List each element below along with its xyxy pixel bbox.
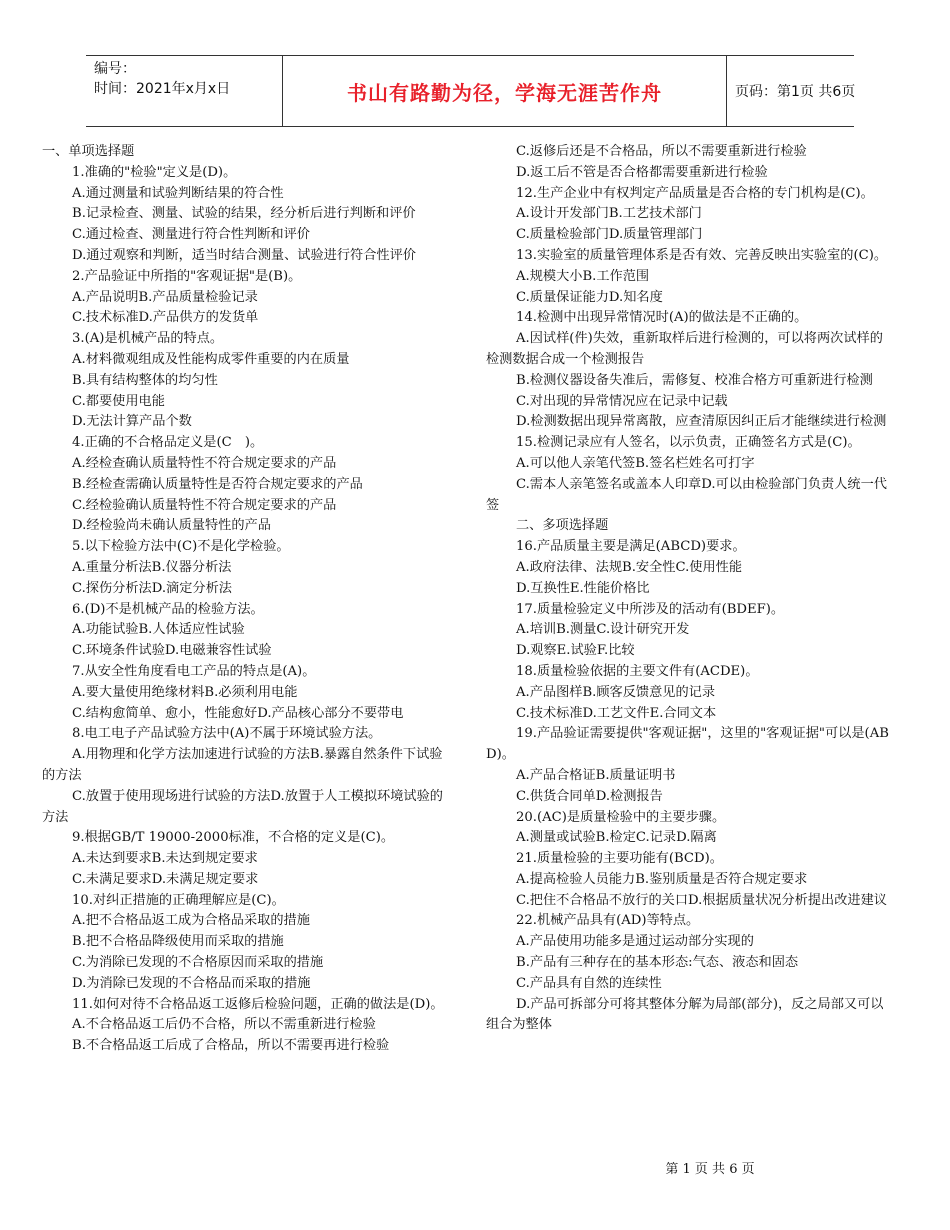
text-line: 16.产品质量主要是满足(ABCD)要求。 — [516, 539, 746, 555]
header-motto-cell — [282, 56, 727, 126]
header-meta — [86, 56, 282, 126]
text-line: A.可以他人亲笔代签B.签名栏姓名可打字 — [516, 455, 755, 471]
footer-page-number: 第 1 页 共 6 页 — [665, 1162, 755, 1177]
text-line: 11.如何对待不合格品返工返修后检验问题，正确的做法是(D)。 — [72, 996, 444, 1012]
text-line: B.具有结构整体的均匀性 — [72, 372, 218, 388]
header-page-cell — [727, 56, 854, 126]
text-line: D.通过观察和判断，适当时结合测量、试验进行符合性评价 — [72, 247, 416, 263]
text-line: 9.根据GB/T 19000-2000标准，不合格的定义是(C)。 — [72, 830, 395, 846]
text-line: 12.生产企业中有权判定产品质量是否合格的专门机构是(C)。 — [516, 185, 874, 201]
text-line: 18.质量检验依据的主要文件有(ACDE)。 — [516, 663, 759, 679]
text-line: A.产品使用功能多是通过运动部分实现的 — [516, 934, 754, 950]
header-motto: 书山有路勤为径，学海无涯苦作舟 — [347, 80, 662, 105]
text-line: C.通过检查、测量进行符合性判断和评价 — [72, 227, 310, 243]
text-line: C.经检验确认质量特性不符合规定要求的产品 — [72, 497, 337, 513]
text-line: D.为消除已发现的不合格品而采取的措施 — [72, 975, 311, 991]
text-line: B.检测仪器设备失准后，需修复、校准合格方可重新进行检测 — [516, 372, 873, 388]
text-line: A.功能试验B.人体适应性试验 — [72, 622, 245, 638]
text-line: 20.(AC)是质量检验中的主要步骤。 — [516, 809, 726, 825]
text-line: 一、单项选择题 — [42, 144, 135, 159]
text-line: C.供货合同单D.检测报告 — [516, 788, 663, 804]
document-time-label: 时间：2021年x月x日 — [94, 81, 231, 97]
text-line: C.质量检验部门D.质量管理部门 — [516, 227, 703, 243]
text-line: D.经检验尚未确认质量特性的产品 — [72, 518, 271, 534]
document-number-label: 编号： — [94, 61, 136, 77]
text-line: 4.正确的不合格品定义是(C )。 — [72, 435, 264, 451]
text-line: D.检测数据出现异常离散，应查清原因纠正后才能继续进行检测 — [516, 414, 887, 430]
text-line: A.不合格品返工后仍不合格，所以不需重新进行检验 — [72, 1017, 376, 1033]
text-line: A.产品说明B.产品质量检验记录 — [72, 289, 258, 305]
text-line: 8.电工电子产品试验方法中(A)不属于环境试验方法。 — [72, 726, 382, 742]
text-line: 22.机械产品具有(AD)等特点。 — [516, 913, 700, 929]
page-footer — [0, 1158, 950, 1177]
text-line: C.返修后还是不合格品，所以不需要重新进行检验 — [516, 144, 807, 159]
text-line: 14.检测中出现异常情况时(A)的做法是不正确的。 — [516, 310, 808, 326]
text-line: C.质量保证能力D.知名度 — [516, 289, 663, 305]
text-line: 1.准确的"检验"定义是(D)。 — [72, 164, 237, 180]
header-page-label: 页码：第1页 共6页 — [735, 84, 856, 100]
text-line: A.用物理和化学方法加速进行试验的方法B.暴露自然条件下试验的方法 — [42, 747, 443, 783]
text-line: A.经检查确认质量特性不符合规定要求的产品 — [72, 455, 337, 471]
text-line: A.未达到要求B.未达到规定要求 — [72, 851, 258, 867]
text-line: 19.产品验证需要提供"客观证据"，这里的"客观证据"可以是(ABD)。 — [486, 726, 889, 763]
text-line: A.政府法律、法规B.安全性C.使用性能 — [516, 559, 743, 575]
text-line: A.提高检验人员能力B.鉴别质量是否符合规定要求 — [516, 871, 808, 887]
text-line: C.技术标准D.工艺文件E.合同文本 — [516, 705, 717, 721]
text-line: A.通过测量和试验判断结果的符合性 — [72, 185, 284, 201]
text-line: A.把不合格品返工成为合格品采取的措施 — [72, 913, 310, 929]
text-line: A.培训B.测量C.设计研究开发 — [516, 622, 690, 638]
text-line: D.无法计算产品个数 — [72, 414, 192, 430]
text-line: D.返工后不管是否合格都需要重新进行检验 — [516, 164, 768, 180]
text-line: 10.对纠正措施的正确理解应是(C)。 — [72, 892, 285, 908]
text-line: 13.实验室的质量管理体系是否有效、完善反映出实验室的(C)。 — [516, 247, 888, 263]
text-line: A.材料微观组成及性能构成零件重要的内在质量 — [72, 351, 350, 367]
text-line: A.要大量使用绝缘材料B.必须利用电能 — [72, 684, 298, 700]
text-line: A.产品合格证B.质量证明书 — [516, 767, 676, 783]
text-line: C.探伤分析法D.滴定分析法 — [72, 580, 232, 596]
text-line: 二、多项选择题 — [516, 518, 609, 534]
text-line: B.记录检查、测量、试验的结果，经分析后进行判断和评价 — [72, 206, 416, 222]
text-line: A.设计开发部门B.工艺技术部门 — [516, 206, 702, 222]
text-line: A.重量分析法B.仪器分析法 — [72, 559, 232, 575]
text-line: 6.(D)不是机械产品的检验方法。 — [72, 601, 264, 617]
text-line: C.把住不合格品不放行的关口D.根据质量状况分析提出改进建议 — [516, 892, 887, 908]
left-text-column — [42, 142, 450, 1057]
text-line: 3.(A)是机械产品的特点。 — [72, 331, 224, 347]
document-header — [86, 55, 854, 127]
text-line: 15.检测记录应有人签名，以示负责，正确签名方式是(C)。 — [516, 435, 861, 451]
text-line: C.环境条件试验D.电磁兼容性试验 — [72, 643, 272, 659]
text-line: D.观察E.试验F.比较 — [516, 643, 635, 659]
text-line: C.结构愈简单、愈小，性能愈好D.产品核心部分不要带电 — [72, 705, 404, 721]
text-line: D.互换性E.性能价格比 — [516, 580, 650, 596]
text-line: C.技术标准D.产品供方的发货单 — [72, 310, 259, 326]
text-line: 21.质量检验的主要功能有(BCD)。 — [516, 851, 723, 867]
text-line: 17.质量检验定义中所涉及的活动有(BDEF)。 — [516, 601, 785, 617]
text-line: C.为消除已发现的不合格原因而采取的措施 — [72, 955, 324, 971]
text-line: C.放置于使用现场进行试验的方法D.放置于人工模拟环境试验的方法 — [42, 788, 443, 825]
text-line: D.产品可拆部分可将其整体分解为局部(部分)，反之局部又可以组合为整体 — [486, 996, 884, 1033]
text-line: B.把不合格品降级使用而采取的措施 — [72, 934, 284, 950]
text-line: C.未满足要求D.未满足规定要求 — [72, 871, 259, 887]
text-line: C.产品具有自然的连续性 — [516, 975, 662, 991]
text-line: B.产品有三种存在的基本形态:气态、液态和固态 — [516, 955, 799, 971]
text-line: 7.从安全性角度看电工产品的特点是(A)。 — [72, 663, 316, 679]
text-line: A.因试样(件)失效，重新取样后进行检测的，可以将两次试样的检测数据合成一个检测报告 — [486, 331, 883, 367]
text-line: 5.以下检验方法中(C)不是化学检验。 — [72, 539, 290, 555]
text-line: 2.产品验证中所指的"客观证据"是(B)。 — [72, 268, 302, 284]
right-text-column — [486, 142, 894, 1036]
text-line: C.需本人亲笔签名或盖本人印章D.可以由检验部门负责人统一代签 — [486, 476, 887, 513]
text-line: A.规模大小B.工作范围 — [516, 268, 650, 284]
text-line: A.产品图样B.顾客反馈意见的记录 — [516, 684, 716, 700]
text-line: C.对出现的异常情况应在记录中记载 — [516, 393, 728, 409]
text-line: B.经检查需确认质量特性是否符合规定要求的产品 — [72, 476, 363, 492]
text-line: A.测量或试验B.检定C.记录D.隔离 — [516, 830, 717, 846]
text-line: B.不合格品返工后成了合格品，所以不需要再进行检验 — [72, 1038, 390, 1054]
text-line: C.都要使用电能 — [72, 393, 165, 409]
